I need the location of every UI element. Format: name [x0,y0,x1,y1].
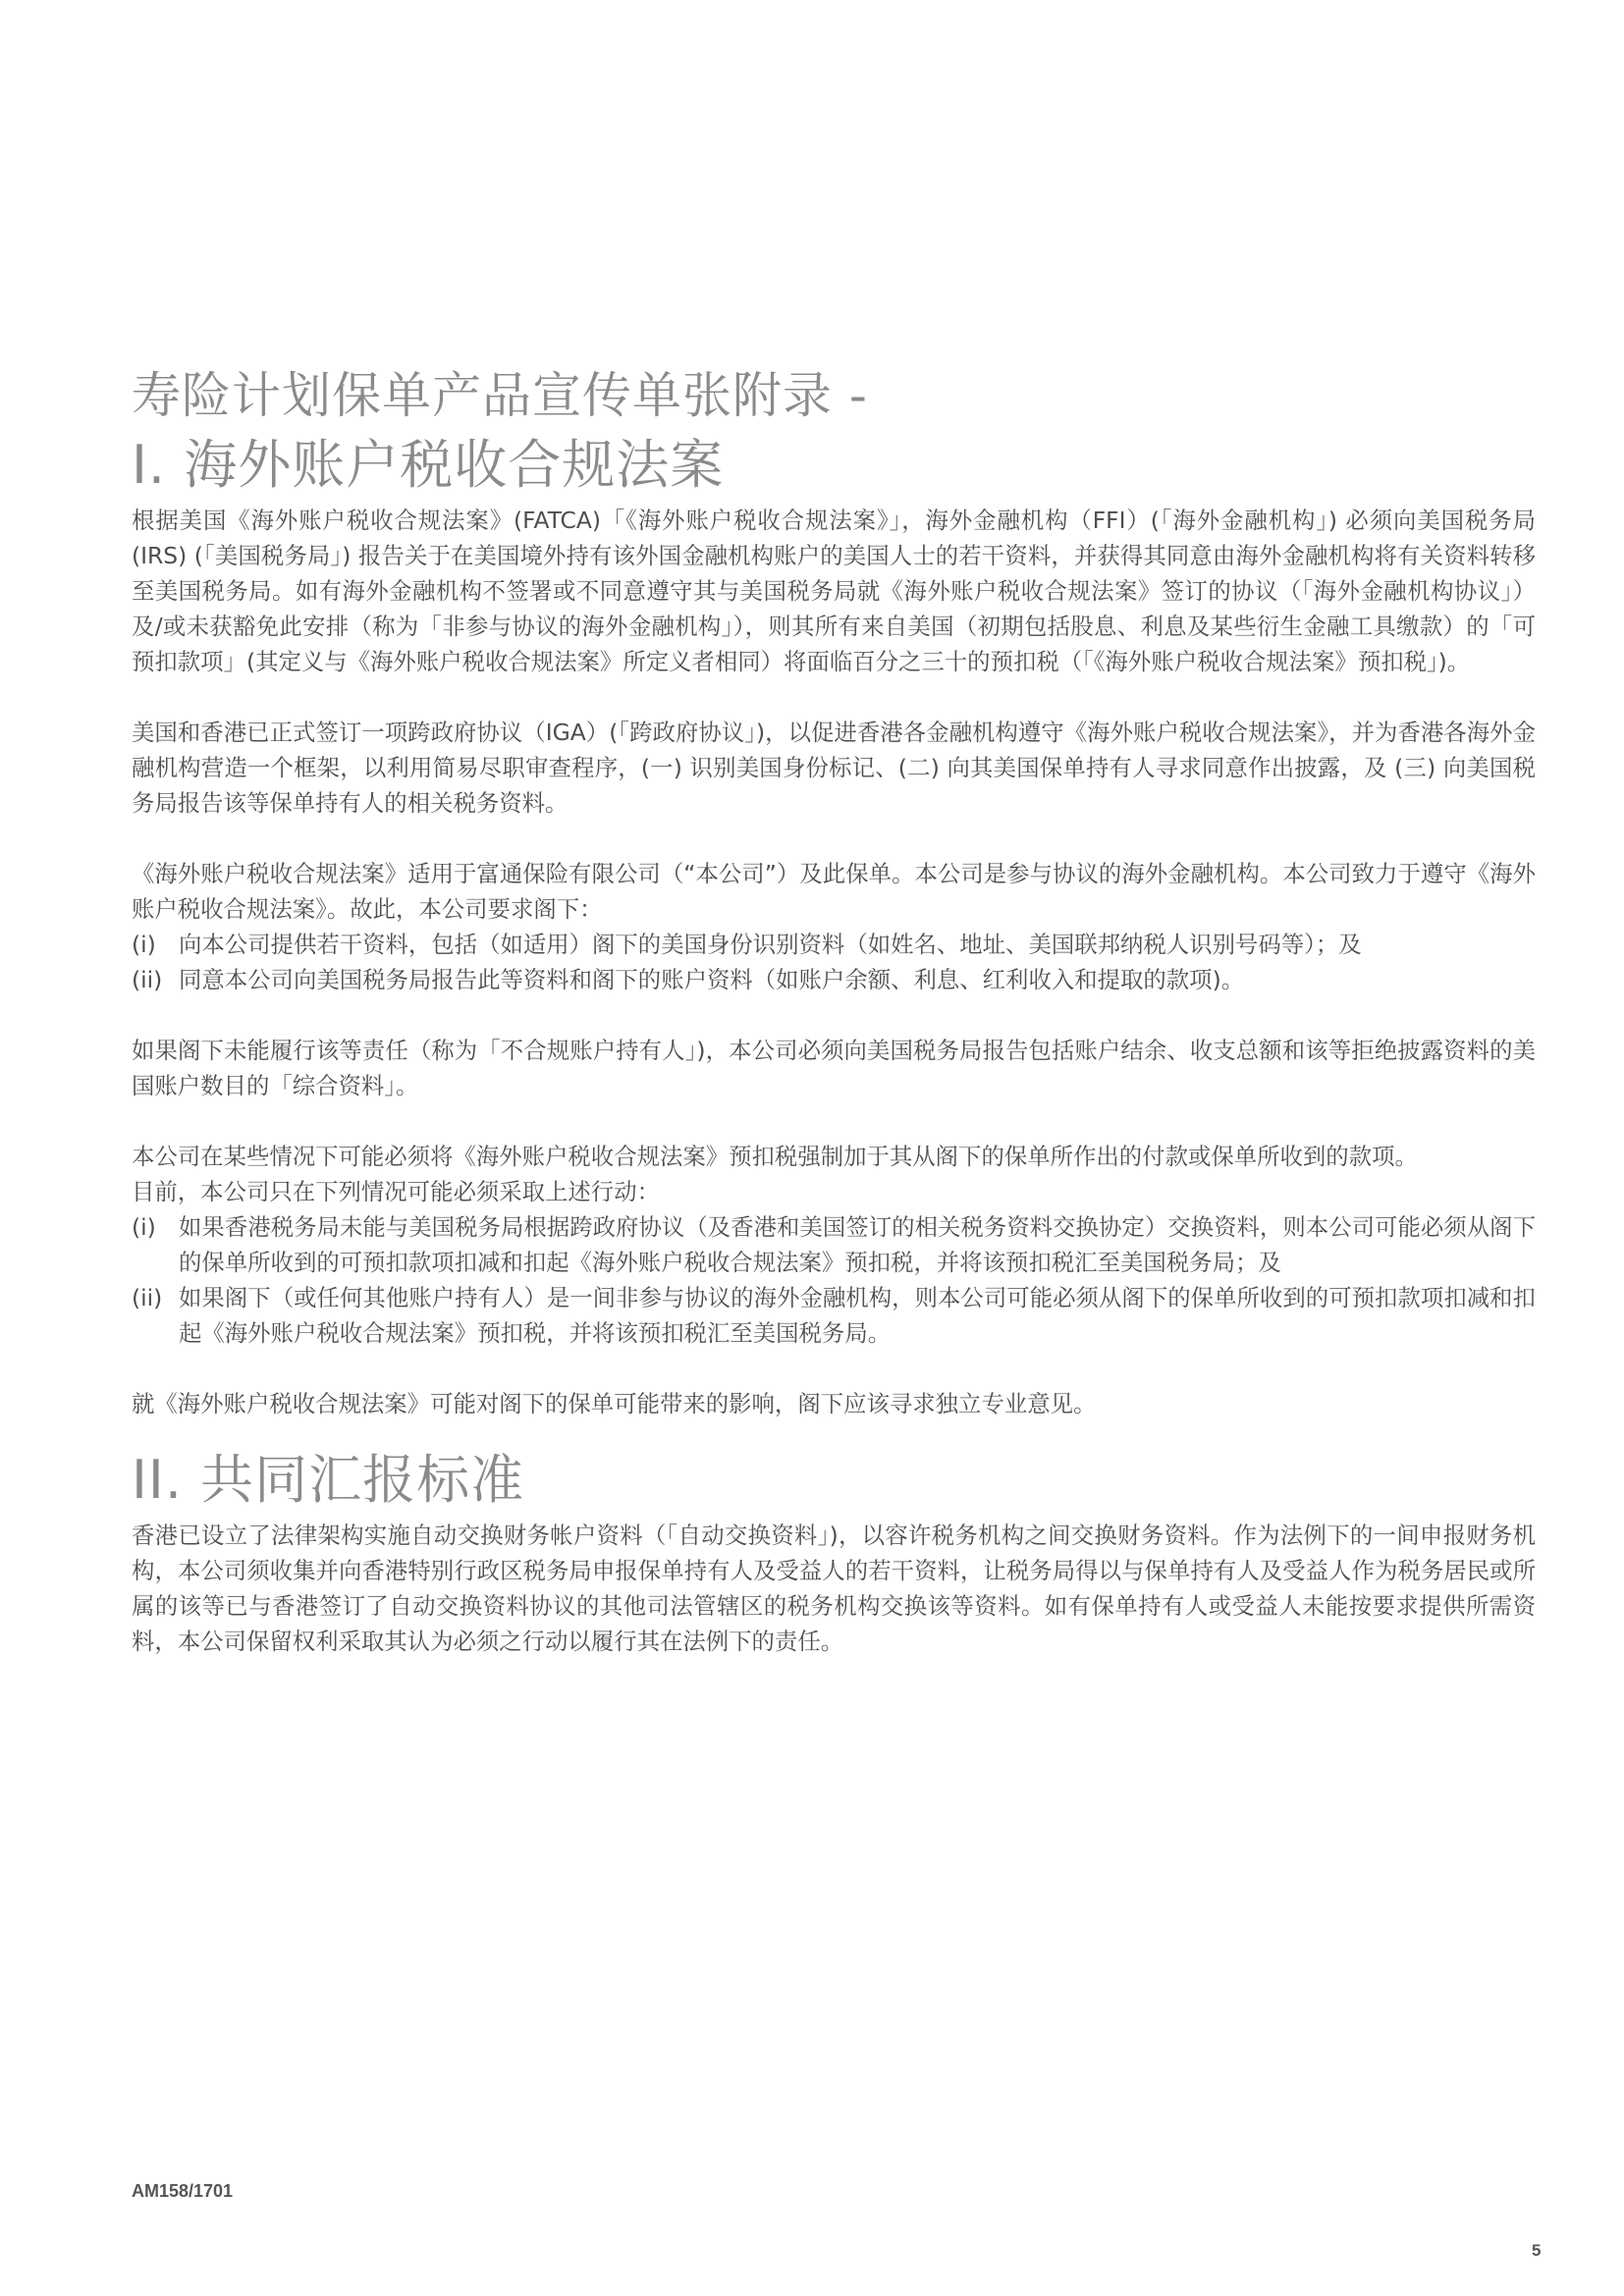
list-item [132,962,1536,997]
list-item [132,927,1536,962]
document-code: AM158/1701 [132,2181,234,2201]
paragraph: 根据美国《海外账户税收合规法案》(FATCA)「《海外账户税收合规法案》」，海外金融机构（FFI）(「海外金融机构」) 必须向美国税务局 (IRS) (「美国税务局」) 报告关于在美国境外持有该外国金融机构账户的美国人士的若干资料，并获得其同意由海外金融机构将有关资料转移至美国税务局。如有海外金融机构不签署或不同意遵守其与美国税务局就《海外账户税收合规法案》签订的协议（「海外金融机构协议」）及/或未获豁免此安排（称为「非参与协议的海外金融机构」），则其所有来自美国（初期包括股息、利息及某些衍生金融工具缴款）的「可预扣款项」(其定义与《海外账户税收合规法案》所定义者相同）将面临百分之三十的预扣税（「《海外账户税收合规法案》预扣税」)。 [132,507,1536,675]
paragraph: 目前，本公司只在下列情况可能必须采取上述行动： [132,1178,660,1205]
paragraph: 《海外账户税收合规法案》适用于富通保险有限公司（“本公司”）及此保单。本公司是参与协议的海外金融机构。本公司致力于遵守《海外账户税收合规法案》。故此，本公司要求阁下： [132,860,1536,923]
list-item [132,1209,1536,1280]
paragraph: 香港已设立了法律架构实施自动交换财务帐户资料（「自动交换资料」)，以容许税务机构之间交换财务资料。作为法例下的一间申报财务机构，本公司须收集并向香港特别行政区税务局申报保单持有人及受益人的若干资料，让税务局得以与保单持有人及受益人作为税务居民或所属的该等已与香港签订了自动交换资料协议的其他司法管辖区的税务机构交换该等资料。如有保单持有人或受益人未能按要求提供所需资料，本公司保留权利采取其认为必须之行动以履行其在法例下的责任。 [132,1522,1536,1655]
paragraph: 本公司在某些情况下可能必须将《海外账户税收合规法案》预扣税强制加于其从阁下的保单所作出的付款或保单所收到的款项。 [132,1143,1418,1170]
section-heading-crs: II. 共同汇报标准 [132,1449,525,1511]
document-title: 寿险计划保单产品宣传单张附录 - [132,367,868,424]
list-item-number: (ii) [132,966,163,993]
page-number: 5 [1532,2241,1542,2260]
document-body [132,363,1536,1659]
list-item-text: 向本公司提供若干资料，包括（如适用）阁下的美国身份识别资料（如姓名、地址、美国联邦纳税人识别号码等）；及 [179,931,1362,958]
list-item-text: 如果阁下（或任何其他账户持有人）是一间非参与协议的海外金融机构，则本公司可能必须从阁下的保单所收到的可预扣款项扣减和扣起《海外账户税收合规法案》预扣税，并将该预扣税汇至美国税务局。 [179,1284,1536,1347]
list-item-number: (i) [132,1213,156,1241]
section-heading-fatca: I. 海外账户税收合规法案 [132,434,725,496]
paragraph: 美国和香港已正式签订一项跨政府协议（IGA）(「跨政府协议」)，以促进香港各金融机构遵守《海外账户税收合规法案》，并为香港各海外金融机构营造一个框架，以利用简易尽职审查程序，(一) 识别美国身份标记、(二) 向其美国保单持有人寻求同意作出披露，及 (三) 向美国税务局报告该等保单持有人的相关税务资料。 [132,719,1536,817]
paragraph: 就《海外账户税收合规法案》可能对阁下的保单可能带来的影响，阁下应该寻求独立专业意见。 [132,1390,1097,1417]
list-item-text: 同意本公司向美国税务局报告此等资料和阁下的账户资料（如账户余额、利息、红利收入和提取的款项)。 [179,966,1245,993]
list-item-number: (ii) [132,1284,163,1311]
list-item [132,1280,1536,1351]
list-item-text: 如果香港税务局未能与美国税务局根据跨政府协议（及香港和美国签订的相关税务资料交换协定）交换资料，则本公司可能必须从阁下的保单所收到的可预扣款项扣减和扣起《海外账户税收合规法案》预扣税，并将该预扣税汇至美国税务局；及 [179,1213,1536,1276]
paragraph: 如果阁下未能履行该等责任（称为「不合规账户持有人」)，本公司必须向美国税务局报告包括账户结余、收支总额和该等拒绝披露资料的美国账户数目的「综合资料」。 [132,1037,1536,1099]
list-item-number: (i) [132,931,156,958]
